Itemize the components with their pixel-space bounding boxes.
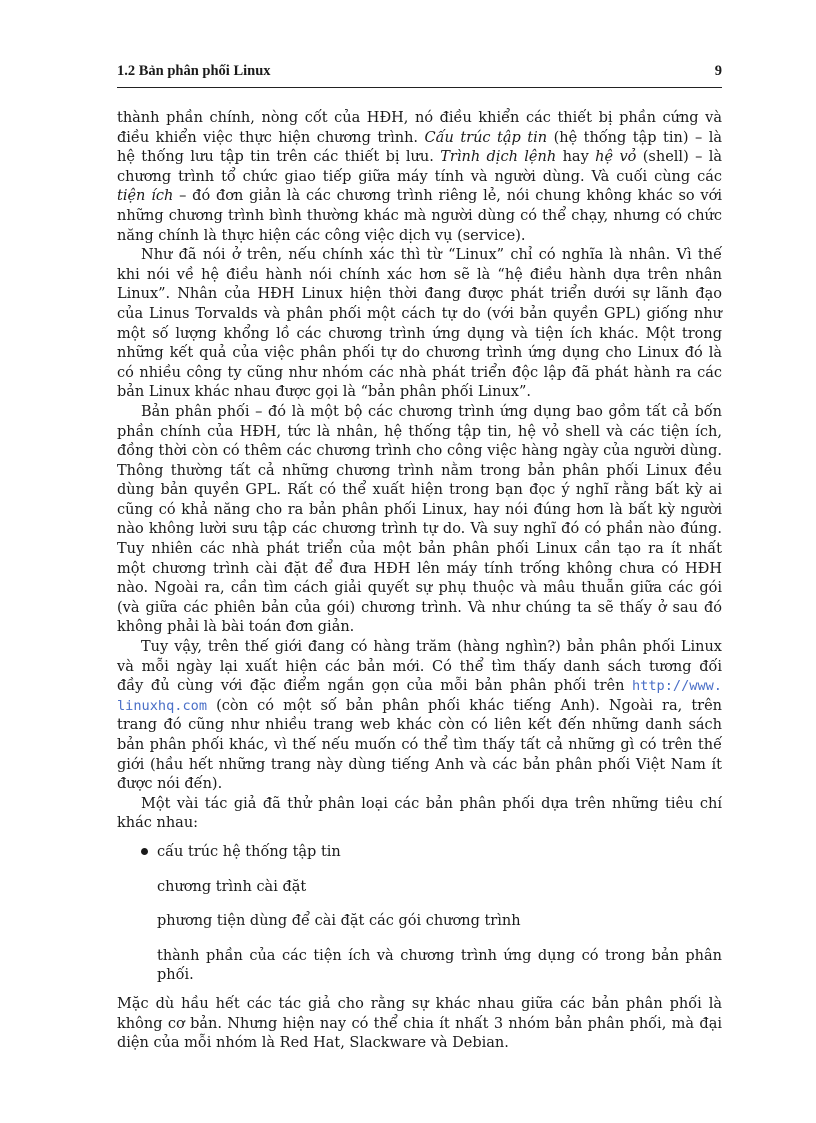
- header-rule: [117, 87, 722, 88]
- text-line: [117, 814, 722, 834]
- body-text: [117, 109, 722, 1054]
- text-line: [117, 599, 722, 619]
- text-line: [117, 383, 722, 403]
- text-run: (hệ thống tập tin) – là: [547, 129, 722, 146]
- spacer: [117, 863, 722, 878]
- text-line: [117, 995, 722, 1015]
- text-run: điều khiển việc thực hiện chương trình.: [117, 129, 425, 146]
- text-line: [117, 1034, 722, 1054]
- list-item: phương tiện dùng để cài đặt các gói chương trình: [157, 913, 521, 930]
- text-line: [117, 501, 722, 521]
- url-link[interactable]: http://www.: [631, 678, 722, 695]
- text-run: Mặc dù hầu hết các tác giả cho rằng sự khác nhau giữa các bản phân phối là: [117, 995, 722, 1012]
- text-run: dùng bản quyền GPL. Rất có thể xuất hiện trong bạn đọc ý nghĩ rằng bất kỳ ai: [117, 482, 722, 499]
- text-run: và mỗi ngày lại xuất hiện các bản mới. Có thể tìm thấy danh sách tương đối: [117, 658, 722, 675]
- text-run: Bản phân phối – đó là một bộ các chương trình ứng dụng bao gồm tất cả bốn: [141, 403, 722, 420]
- text-line: [117, 677, 722, 697]
- text-run: (và giữa các phiên bản của gói) chương trình. Và như chúng ta sẽ thấy ở sau đó: [117, 599, 722, 616]
- text-line: [117, 403, 722, 423]
- text-run: đầy đủ cùng với đặc điểm ngắn gọn của mỗi bản phân phối trên: [117, 678, 632, 695]
- text-run: (shell) – là: [636, 149, 723, 166]
- text-line: [117, 423, 722, 443]
- text-line: [117, 344, 722, 364]
- spacer: [117, 897, 722, 912]
- text-line: [117, 618, 722, 638]
- bullet-icon: [141, 848, 148, 855]
- text-run: bản phân phối khác, vì thế nếu muốn có thể tìm thấy tất cả những gì có trên thế: [117, 737, 722, 753]
- text-line: [117, 775, 722, 795]
- page-number: 9: [714, 63, 722, 79]
- text-line: [117, 285, 722, 305]
- text-line: [117, 638, 722, 658]
- text-run: năng chính là thực hiện các công việc dịch vụ (service).: [117, 227, 526, 244]
- spacer: [117, 932, 722, 947]
- text-run: đồng thời còn có thêm các chương trình cho công việc hàng ngày của người dùng.: [117, 443, 722, 460]
- text-line: [117, 168, 722, 188]
- paragraph: [117, 795, 722, 834]
- text-line: [117, 697, 722, 717]
- text-line: [117, 560, 722, 580]
- list-item-continuation: phối.: [157, 967, 194, 984]
- paragraph: [117, 246, 722, 403]
- text-line: [117, 266, 722, 286]
- text-line: [117, 520, 722, 540]
- text-run: khi nói về hệ điều hành nói chính xác hơn sẽ là “hệ điều hành dựa trên nhân: [117, 266, 722, 283]
- paragraph: [117, 403, 722, 638]
- text-run: Thông thường tất cả những chương trình nằm trong bản phân phối Linux đều: [117, 462, 722, 479]
- text-run: khác nhau:: [117, 815, 199, 832]
- text-run: thành phần chính, nòng cốt của HĐH, nó điều khiển các thiết bị phần cứng và: [117, 110, 722, 126]
- text-line: [117, 325, 722, 345]
- text-run: chương trình tổ chức giao tiếp giữa máy tính và người dùng. Và cuối cùng các: [117, 168, 722, 185]
- text-run: hệ thống lưu tập tin trên các thiết bị lưu.: [117, 149, 441, 166]
- text-line: [117, 736, 722, 756]
- emphasized-term: tiện ích: [117, 188, 174, 205]
- text-run: – đó đơn giản là các chương trình riêng lẻ, nói chung không khác so với: [173, 188, 722, 205]
- text-run: (còn có một số bản phân phối khác tiếng Anh). Ngoài ra, trên: [207, 697, 722, 714]
- text-line: [117, 795, 722, 815]
- text-line: [117, 579, 722, 599]
- text-run: nào. Ngoài ra, cần tìm cách giải quyết sự phụ thuộc và mâu thuẫn giữa các gói: [117, 580, 722, 597]
- text-line: [117, 716, 722, 736]
- text-line: [117, 658, 722, 678]
- text-run: nào không lười sưu tập các chương trình tự do. Và suy nghĩ đó có phần nào đúng.: [117, 521, 722, 538]
- text-run: trang đó cũng như nhiều trang web khác còn có liên kết đến những danh sách: [117, 717, 722, 734]
- emphasized-term: Cấu trúc tập tin: [424, 129, 548, 146]
- text-line: [117, 462, 722, 482]
- text-run: một số lượng khổng lồ các chương trình ứng dụng và tiện ích khác. Một trong: [117, 325, 722, 342]
- text-run: không phải là bài toán đơn giản.: [117, 619, 355, 636]
- section-title: 1.2 Bản phân phối Linux: [117, 63, 271, 79]
- text-run: bản Linux khác nhau được gọi là “bản phân phối Linux”.: [117, 384, 531, 401]
- text-line: [117, 246, 722, 266]
- text-line: [117, 207, 722, 227]
- text-line: [117, 109, 722, 129]
- text-run: Một vài tác giả đã thử phân loại các bản phân phối dựa trên những tiêu chí: [141, 795, 722, 812]
- text-run: của Linus Torvalds và phân phối một cách tự do (với bản quyền GPL) giống như: [117, 305, 722, 322]
- text-run: hay: [556, 149, 596, 166]
- text-line: [117, 364, 722, 384]
- paragraph: [117, 995, 722, 1054]
- emphasized-term: hệ vỏ: [595, 149, 637, 166]
- text-line: [117, 305, 722, 325]
- spacer: [117, 834, 722, 843]
- text-run: Tuy nhiên các nhà phát triển của một bản phân phối Linux cần tạo ra ít nhất: [117, 541, 722, 558]
- text-run: không cơ bản. Nhưng hiện nay có thể chia ít nhất 3 nhóm bản phân phối, mà đại: [117, 1015, 722, 1032]
- text-line: [117, 129, 722, 149]
- text-run: diện của mỗi nhóm là Red Hat, Slackware và Debian.: [117, 1035, 509, 1052]
- text-line: [117, 227, 722, 247]
- text-run: được nói đến).: [117, 776, 223, 793]
- bullet-list: [117, 843, 722, 986]
- text-line: [117, 540, 722, 560]
- text-run: có nhiều công ty cũng như nhóm các nhà phát triển độc lập đã phát hành ra các: [117, 364, 722, 381]
- list-item: cấu trúc hệ thống tập tin: [157, 843, 341, 860]
- text-run: phần chính của HĐH, tức là nhân, hệ thống tập tin, hệ vỏ shell và các tiện ích,: [117, 423, 722, 440]
- text-run: giới (hầu hết những trang này dùng tiếng Anh và các bản phân phối Việt Nam ít: [117, 756, 722, 773]
- text-run: cũng có khả năng cho ra bản phân phối Linux, hay nói đúng hơn là bất kỳ người: [117, 501, 722, 518]
- text-run: những chương trình bình thường khác mà người dùng có thể chạy, nhưng có chức: [117, 207, 722, 224]
- text-line: [117, 187, 722, 207]
- text-line: [117, 1015, 722, 1035]
- text-run: Tuy vậy, trên thế giới đang có hàng trăm (hàng nghìn?) bản phân phối Linux: [141, 639, 722, 656]
- text-run: Như đã nói ở trên, nếu chính xác thì từ “Linux” chỉ có nghĩa là nhân. Vì thế: [141, 247, 722, 264]
- text-run: Linux”. Nhân của HĐH Linux hiện thời đang được phát triển dưới sự lãnh đạo: [117, 286, 722, 303]
- spacer: [117, 986, 722, 995]
- text-run: những kết quả của việc phân phối tự do chương trình ứng dụng cho Linux đó là: [117, 345, 722, 362]
- running-header: [117, 61, 722, 81]
- paragraph: [117, 638, 722, 795]
- paragraph: [117, 109, 722, 246]
- text-line: [117, 756, 722, 776]
- text-line: [117, 148, 722, 168]
- emphasized-term: Trình dịch lệnh: [440, 149, 557, 166]
- text-line: [117, 481, 722, 501]
- text-run: một chương trình cài đặt để đưa HĐH lên máy tính trống không chưa có HĐH: [117, 560, 722, 577]
- list-item: chương trình cài đặt: [157, 878, 307, 895]
- url-link[interactable]: linuxhq.com: [117, 697, 208, 714]
- text-line: [117, 442, 722, 462]
- list-item: thành phần của các tiện ích và chương trình ứng dụng có trong bản phân: [157, 947, 722, 964]
